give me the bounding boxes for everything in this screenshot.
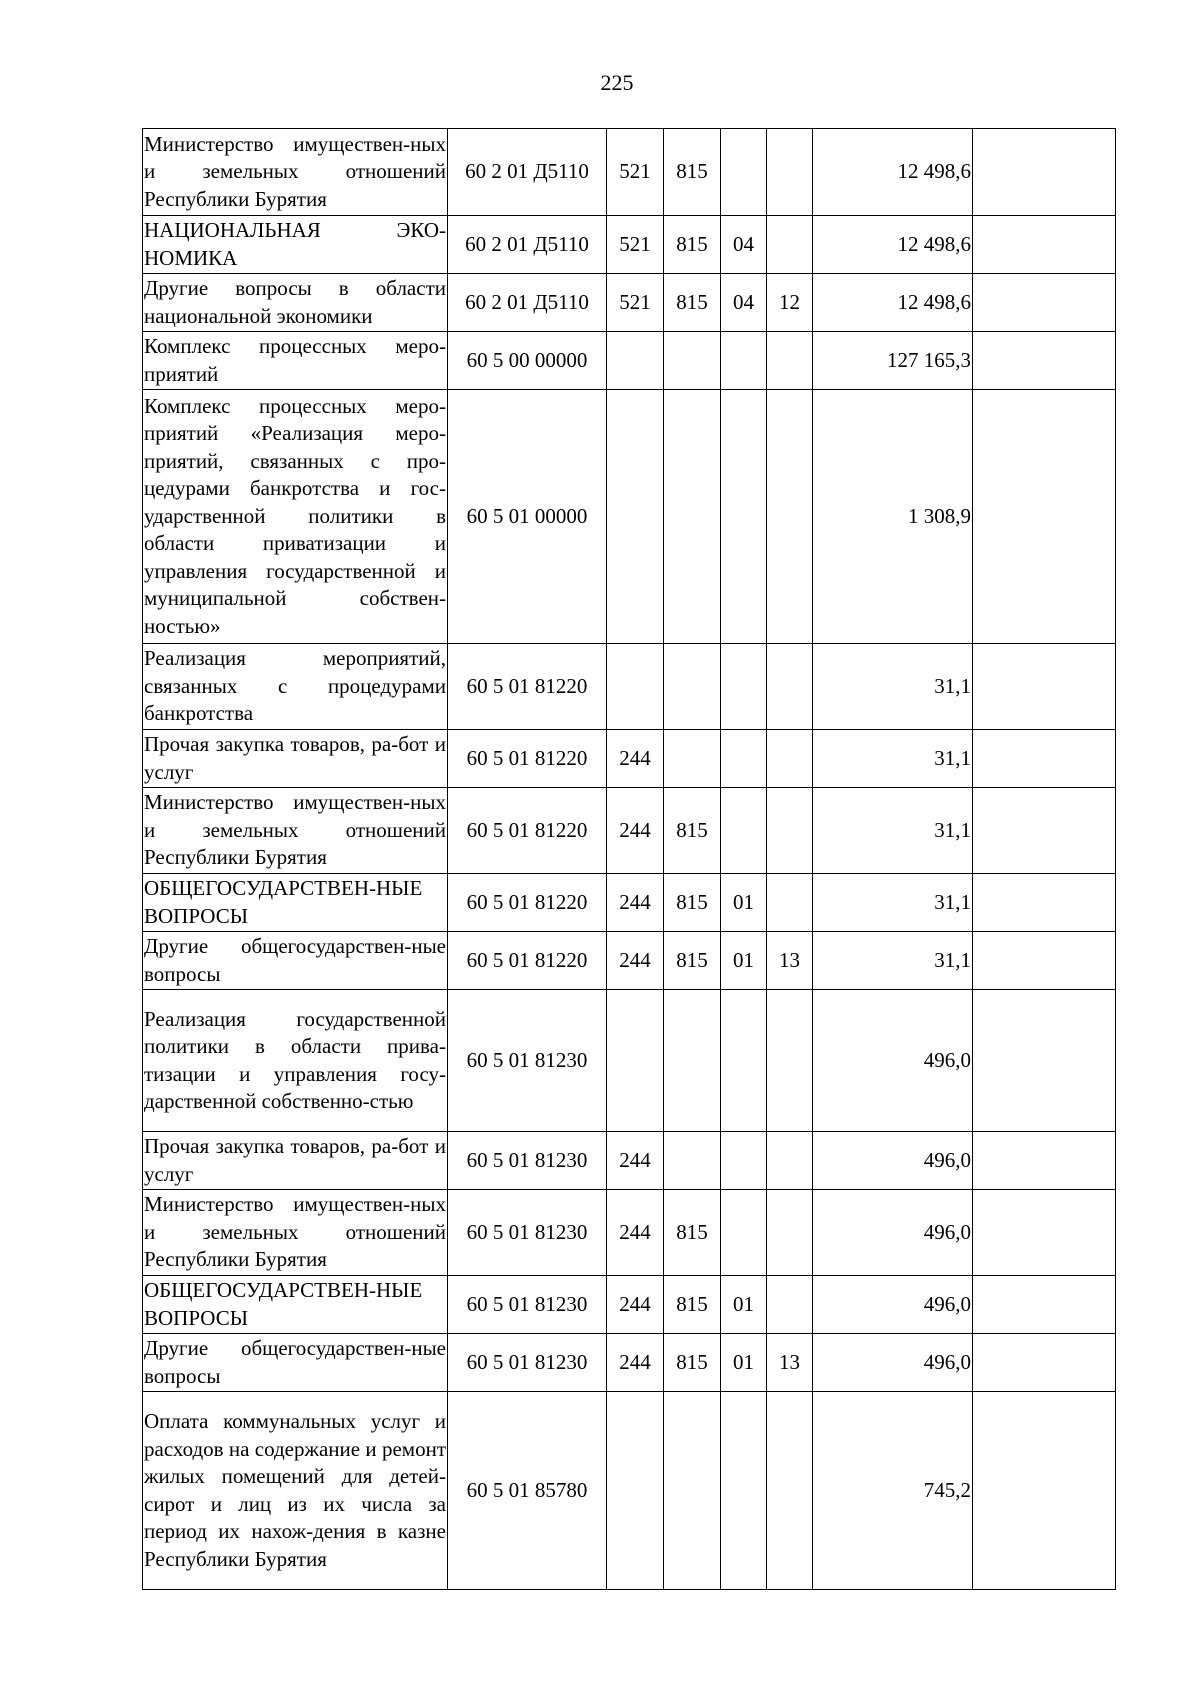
row-extra bbox=[973, 1132, 1116, 1190]
table-row bbox=[143, 644, 1116, 730]
row-vr: 244 bbox=[607, 730, 664, 788]
row-name: Комплекс процессных меро-приятий «Реализация меро-приятий, связанных с про-цедурами банкротства и гос-ударственной политики в области приватизации и управления государственной и муниципальной собствен-ностью» bbox=[143, 390, 448, 644]
row-pr bbox=[767, 730, 813, 788]
row-sum: 496,0 bbox=[813, 1276, 973, 1334]
row-rz bbox=[721, 788, 767, 874]
row-code: 60 2 01 Д5110 bbox=[448, 129, 607, 216]
row-rz bbox=[721, 390, 767, 644]
row-code: 60 5 01 85780 bbox=[448, 1392, 607, 1590]
row-name: ОБЩЕГОСУДАРСТВЕН-НЫЕ ВОПРОСЫ bbox=[143, 1276, 448, 1334]
row-vr: 521 bbox=[607, 129, 664, 216]
row-sum: 12 498,6 bbox=[813, 216, 973, 274]
row-gr: 815 bbox=[664, 788, 721, 874]
row-gr: 815 bbox=[664, 1334, 721, 1392]
budget-table bbox=[142, 128, 1116, 1590]
row-rz: 01 bbox=[721, 1276, 767, 1334]
table-row bbox=[143, 332, 1116, 390]
table-row bbox=[143, 1276, 1116, 1334]
row-gr: 815 bbox=[664, 129, 721, 216]
row-extra bbox=[973, 730, 1116, 788]
page-number: 225 bbox=[600, 70, 634, 95]
row-extra bbox=[973, 932, 1116, 990]
row-gr bbox=[664, 332, 721, 390]
row-pr bbox=[767, 874, 813, 932]
row-extra bbox=[973, 788, 1116, 874]
row-code: 60 5 01 81220 bbox=[448, 730, 607, 788]
row-code: 60 5 01 81230 bbox=[448, 990, 607, 1132]
row-gr: 815 bbox=[664, 274, 721, 332]
table-row bbox=[143, 274, 1116, 332]
row-extra bbox=[973, 1276, 1116, 1334]
row-extra bbox=[973, 274, 1116, 332]
row-vr: 244 bbox=[607, 874, 664, 932]
row-rz bbox=[721, 129, 767, 216]
row-code: 60 5 01 81230 bbox=[448, 1334, 607, 1392]
row-name: НАЦИОНАЛЬНАЯ ЭКО-НОМИКА bbox=[143, 216, 448, 274]
row-vr: 244 bbox=[607, 932, 664, 990]
row-name: Министерство имуществен-ных и земельных отношений Республики Бурятия bbox=[143, 1190, 448, 1276]
row-extra bbox=[973, 990, 1116, 1132]
row-extra bbox=[973, 874, 1116, 932]
row-extra bbox=[973, 216, 1116, 274]
row-code: 60 5 01 81230 bbox=[448, 1132, 607, 1190]
row-pr: 13 bbox=[767, 932, 813, 990]
row-name: Прочая закупка товаров, ра-бот и услуг bbox=[143, 730, 448, 788]
row-pr: 12 bbox=[767, 274, 813, 332]
row-vr: 244 bbox=[607, 1276, 664, 1334]
row-name: Другие общегосударствен-ные вопросы bbox=[143, 1334, 448, 1392]
row-vr bbox=[607, 390, 664, 644]
row-sum: 127 165,3 bbox=[813, 332, 973, 390]
row-name: Прочая закупка товаров, ра-бот и услуг bbox=[143, 1132, 448, 1190]
row-extra bbox=[973, 129, 1116, 216]
row-pr bbox=[767, 332, 813, 390]
table-row bbox=[143, 1334, 1116, 1392]
row-vr: 521 bbox=[607, 274, 664, 332]
row-name: Министерство имуществен-ных и земельных отношений Республики Бурятия bbox=[143, 129, 448, 216]
row-code: 60 5 01 81230 bbox=[448, 1276, 607, 1334]
row-gr: 815 bbox=[664, 1190, 721, 1276]
row-code: 60 2 01 Д5110 bbox=[448, 216, 607, 274]
table-row bbox=[143, 1190, 1116, 1276]
row-gr: 815 bbox=[664, 932, 721, 990]
table-row bbox=[143, 1392, 1116, 1590]
row-code: 60 5 00 00000 bbox=[448, 332, 607, 390]
row-vr bbox=[607, 990, 664, 1132]
row-gr: 815 bbox=[664, 874, 721, 932]
row-pr bbox=[767, 644, 813, 730]
table-row bbox=[143, 788, 1116, 874]
table-row bbox=[143, 390, 1116, 644]
row-extra bbox=[973, 1392, 1116, 1590]
row-name: Комплекс процессных меро-приятий bbox=[143, 332, 448, 390]
row-pr bbox=[767, 1392, 813, 1590]
row-pr bbox=[767, 1132, 813, 1190]
row-sum: 12 498,6 bbox=[813, 129, 973, 216]
row-gr: 815 bbox=[664, 1276, 721, 1334]
row-sum: 496,0 bbox=[813, 1334, 973, 1392]
row-sum: 496,0 bbox=[813, 1132, 973, 1190]
row-vr: 244 bbox=[607, 1334, 664, 1392]
row-gr bbox=[664, 1392, 721, 1590]
row-sum: 496,0 bbox=[813, 990, 973, 1132]
row-rz bbox=[721, 730, 767, 788]
row-code: 60 5 01 81220 bbox=[448, 788, 607, 874]
row-pr bbox=[767, 216, 813, 274]
row-sum: 12 498,6 bbox=[813, 274, 973, 332]
table-row bbox=[143, 932, 1116, 990]
row-rz: 04 bbox=[721, 274, 767, 332]
row-name: Другие общегосударствен-ные вопросы bbox=[143, 932, 448, 990]
row-vr: 521 bbox=[607, 216, 664, 274]
row-name: Министерство имуществен-ных и земельных отношений Республики Бурятия bbox=[143, 788, 448, 874]
row-rz: 01 bbox=[721, 932, 767, 990]
row-code: 60 5 01 81220 bbox=[448, 932, 607, 990]
row-gr bbox=[664, 644, 721, 730]
table-row bbox=[143, 1132, 1116, 1190]
row-pr bbox=[767, 390, 813, 644]
row-sum: 745,2 bbox=[813, 1392, 973, 1590]
row-gr bbox=[664, 390, 721, 644]
row-name: Реализация государственной политики в области прива-тизации и управления госу-дарственной собственно-стью bbox=[143, 990, 448, 1132]
row-rz bbox=[721, 1392, 767, 1590]
row-pr bbox=[767, 788, 813, 874]
row-rz: 04 bbox=[721, 216, 767, 274]
table-row bbox=[143, 730, 1116, 788]
row-vr bbox=[607, 644, 664, 730]
row-name: Реализация мероприятий, связанных с процедурами банкротства bbox=[143, 644, 448, 730]
row-vr: 244 bbox=[607, 1190, 664, 1276]
row-rz bbox=[721, 1132, 767, 1190]
row-pr bbox=[767, 990, 813, 1132]
row-extra bbox=[973, 644, 1116, 730]
row-code: 60 5 01 00000 bbox=[448, 390, 607, 644]
row-name: Другие вопросы в области национальной экономики bbox=[143, 274, 448, 332]
row-extra bbox=[973, 1334, 1116, 1392]
table-row bbox=[143, 216, 1116, 274]
row-code: 60 5 01 81220 bbox=[448, 644, 607, 730]
row-vr bbox=[607, 1392, 664, 1590]
row-vr bbox=[607, 332, 664, 390]
row-rz bbox=[721, 990, 767, 1132]
row-sum: 31,1 bbox=[813, 644, 973, 730]
row-name: Оплата коммунальных услуг и расходов на содержание и ремонт жилых помещений для детей-сирот и лиц из их числа за период их нахож-дения в казне Республики Бурятия bbox=[143, 1392, 448, 1590]
row-rz bbox=[721, 1190, 767, 1276]
row-extra bbox=[973, 1190, 1116, 1276]
row-sum: 31,1 bbox=[813, 788, 973, 874]
row-rz bbox=[721, 332, 767, 390]
table-row bbox=[143, 874, 1116, 932]
row-rz bbox=[721, 644, 767, 730]
row-code: 60 5 01 81220 bbox=[448, 874, 607, 932]
row-sum: 31,1 bbox=[813, 730, 973, 788]
row-code: 60 2 01 Д5110 bbox=[448, 274, 607, 332]
row-gr bbox=[664, 1132, 721, 1190]
row-vr: 244 bbox=[607, 788, 664, 874]
row-code: 60 5 01 81230 bbox=[448, 1190, 607, 1276]
row-extra bbox=[973, 390, 1116, 644]
row-gr bbox=[664, 990, 721, 1132]
row-sum: 31,1 bbox=[813, 874, 973, 932]
row-rz: 01 bbox=[721, 1334, 767, 1392]
row-sum: 31,1 bbox=[813, 932, 973, 990]
row-sum: 496,0 bbox=[813, 1190, 973, 1276]
row-sum: 1 308,9 bbox=[813, 390, 973, 644]
row-pr bbox=[767, 129, 813, 216]
row-pr bbox=[767, 1276, 813, 1334]
row-gr bbox=[664, 730, 721, 788]
row-pr: 13 bbox=[767, 1334, 813, 1392]
row-vr: 244 bbox=[607, 1132, 664, 1190]
row-extra bbox=[973, 332, 1116, 390]
table-row bbox=[143, 990, 1116, 1132]
row-gr: 815 bbox=[664, 216, 721, 274]
table-row bbox=[143, 129, 1116, 216]
row-rz: 01 bbox=[721, 874, 767, 932]
row-pr bbox=[767, 1190, 813, 1276]
row-name: ОБЩЕГОСУДАРСТВЕН-НЫЕ ВОПРОСЫ bbox=[143, 874, 448, 932]
